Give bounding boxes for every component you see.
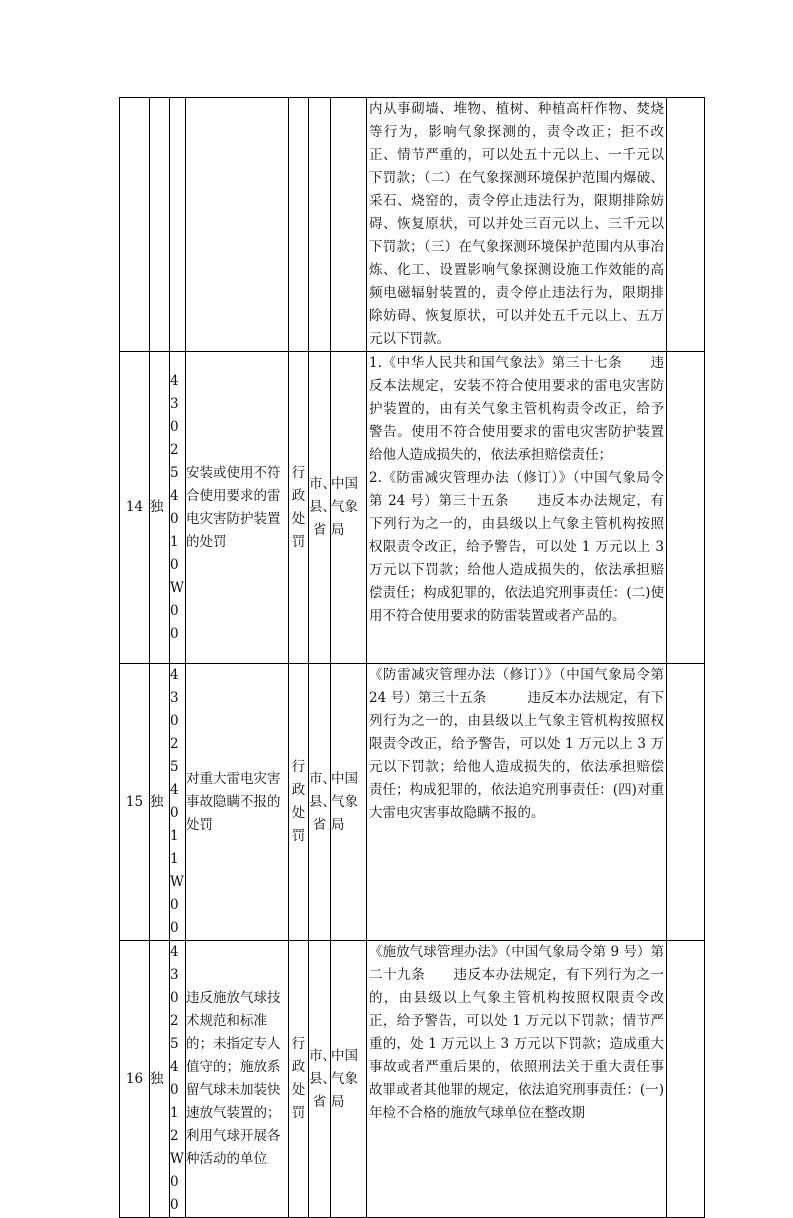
row-level: 市、县、省 [309, 352, 331, 664]
row-remark [667, 98, 705, 352]
row-number [120, 98, 150, 352]
table-row [120, 941, 705, 1218]
row-item-name: 对重大雷电灾害事故隐瞒不报的处罚 [186, 664, 289, 941]
row-code: 43025401 1W00 [170, 664, 186, 941]
row-code: 43025401 0W00 [170, 352, 186, 664]
row-org: 中国气象局 [331, 352, 367, 664]
row-level [309, 98, 331, 352]
row-category: 行政处罚 [289, 941, 309, 1218]
row-type: 独 [150, 941, 170, 1218]
row-legal-basis [367, 941, 667, 1218]
row-category: 行政处罚 [289, 352, 309, 664]
row-level: 市、县、省 [309, 941, 331, 1218]
table-row [120, 98, 705, 352]
table-row [120, 352, 705, 664]
row-type: 独 [150, 664, 170, 941]
row-remark [667, 941, 705, 1218]
row-org [331, 98, 367, 352]
row-type [150, 98, 170, 352]
row-remark [667, 352, 705, 664]
row-org: 中国气象局 [331, 941, 367, 1218]
row-category [289, 98, 309, 352]
row-org: 中国气象局 [331, 664, 367, 941]
row-remark [667, 664, 705, 941]
legal-basis-text: 内从事砌墙、堆物、植树、种植高杆作物、焚烧等行为，影响气象探测的，责令改正；拒不改正、情节严重的，可以处五十元以上、一千元以下罚款；（二）在气象探测环境保护范围内爆破、采石、烧窑的，责令停止违法行为，限期排除妨碍、恢复原状，可以并处三百元以上、三千元以下罚款；（三）在气象探测环境保护范围内从事冶炼、化工、设置影响气象探测设施工作效能的高频电磁辐射装置的，责令停止违法行为，限期排除妨碍、恢复原状，可以并处五千元以上、五万元以下罚款。 [369, 101, 664, 347]
row-item-name [186, 98, 289, 352]
row-type: 独 [150, 352, 170, 664]
legal-basis-text: 《防雷减灾管理办法（修订）》（中国气象局令第 24 号）第三十五条 违反本办法规定，有下列行为之一的，由县级以上气象主管机构按照权限责令改正，给予警告，可以处 1 万元以上 3 万元以下罚款；给他人造成损失的，依法承担赔偿责任；构成犯罪的，依法追究刑事责任：(四)对重大雷电灾害事故隐瞒不报的。 [369, 667, 669, 821]
row-code [170, 98, 186, 352]
row-item-name: 安装或使用不符合使用要求的雷电灾害防护装置的处罚 [186, 352, 289, 664]
legal-basis-text: 1.《中华人民共和国气象法》第三十七条 违反本法规定，安装不符合使用要求的雷电灾害防护装置的，由有关气象主管机构责令改正，给予警告。使用不符合使用要求的雷电灾害防护装置给他人造成损失的，依法承担赔偿责任； 2.《防雷减灾管理办法（修订）》（中国气象局令第 24 号）第三十五条 违反本办法规定，有下列行为之一的，由县级以上气象主管机构按照权限责令改正，给予警告，可以处 1 万元以上 3 万元以下罚款；给他人造成损失的，依法承担赔偿责任；构成犯罪的，依法追究刑事责任：(二)使用不符合使用要求的防雷装置或者产品的。 [369, 355, 664, 624]
row-legal-basis [367, 352, 667, 664]
row-category: 行政处罚 [289, 664, 309, 941]
table-row [120, 664, 705, 941]
legal-basis-text: 《施放气球管理办法》（中国气象局令第 9 号）第二十九条 违反本办法规定，有下列行为之一的，由县级以上气象主管机构按照权限责令改正，给予警告，可以处 1 万元以下罚款；情节严重的，处 1 万元以上 3 万元以下罚款；造成重大事故或者严重后果的，依照刑法关于重大责任事故罪或者其他罪的规定，依法追究刑事责任：(一)年检不合格的施放气球单位在整改期 [369, 944, 664, 1121]
row-number: 16 [120, 941, 150, 1218]
row-item-name: 违反施放气球技术规范和标准的；未指定专人值守的；施放系留气球未加装快速放气装置的；利用气球开展各种活动的单位 [186, 941, 289, 1218]
row-level: 市、县、省 [309, 664, 331, 941]
row-number: 15 [120, 664, 150, 941]
row-legal-basis [367, 664, 667, 941]
enforcement-table [119, 97, 705, 1218]
row-legal-basis [367, 98, 667, 352]
row-code: 43025401 2W00 [170, 941, 186, 1218]
row-number: 14 [120, 352, 150, 664]
